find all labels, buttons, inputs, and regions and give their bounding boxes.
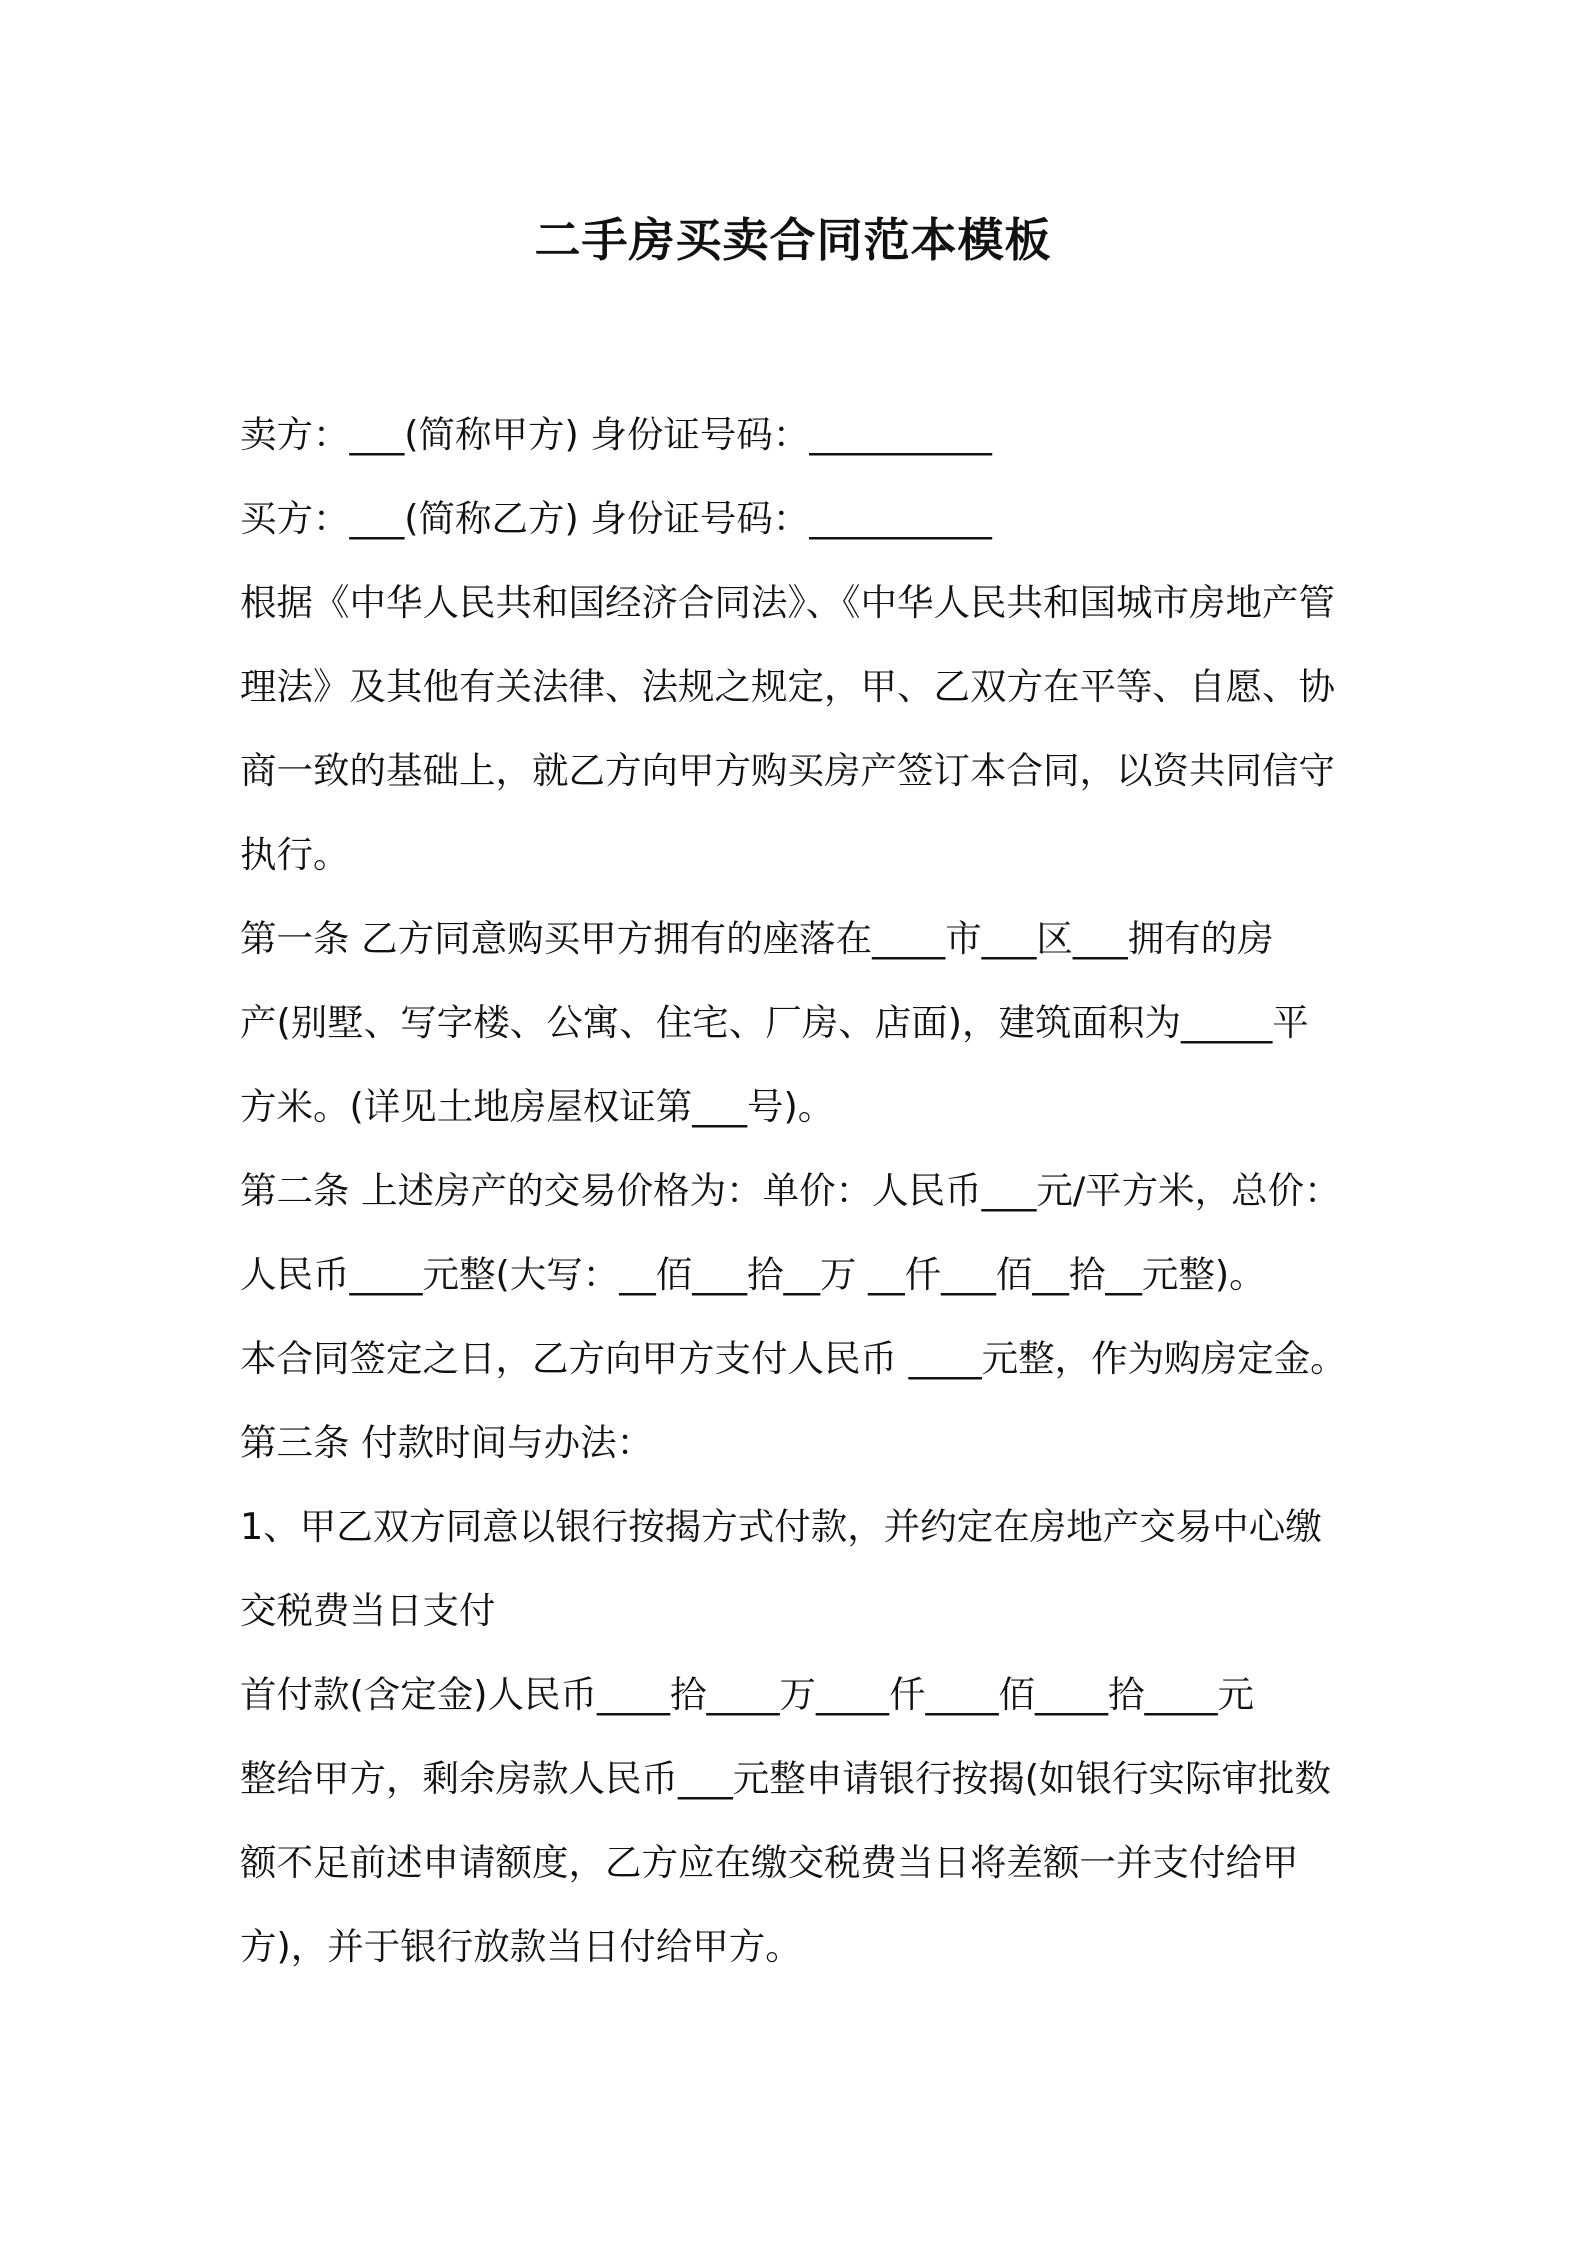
preamble-line-1: 根据《中华人民共和国经济合同法》、《中华人民共和国城市房地产管 (240, 581, 1335, 624)
document-body (240, 405, 1375, 2001)
article-2-line-1: 第二条 上述房产的交易价格为：单价：人民币___元/平方米，总价： (240, 1169, 1341, 1212)
article-1-line-1: 第一条 乙方同意购买甲方拥有的座落在____市___区___拥有的房 (240, 917, 1274, 960)
document-title: 二手房买卖合同范本模板 (534, 213, 1052, 267)
preamble-line-4: 执行。 (240, 833, 350, 876)
payment-clause-1-line-2: 交税费当日支付 (240, 1589, 496, 1632)
down-payment-line-1: 首付款(含定金)人民币____拾____万____仟____佰____拾____元 (240, 1673, 1254, 1716)
down-payment-line-2: 整给甲方，剩余房款人民币___元整申请银行按揭(如银行实际审批数 (240, 1757, 1331, 1800)
preamble-line-3: 商一致的基础上，就乙方向甲方购买房产签订本合同，以资共同信守 (240, 749, 1335, 792)
down-payment-line-4: 方)，并于银行放款当日付给甲方。 (240, 1925, 802, 1968)
preamble-line-2: 理法》及其他有关法律、法规之规定，甲、乙双方在平等、自愿、协 (240, 665, 1335, 708)
article-1-line-3: 方米。(详见土地房屋权证第___号)。 (240, 1085, 835, 1128)
deposit-line: 本合同签定之日，乙方向甲方支付人民币 ____元整，作为购房定金。 (240, 1337, 1347, 1380)
article-1-line-2: 产(别墅、写字楼、公寓、住宅、厂房、店面)，建筑面积为_____平 (240, 1001, 1309, 1044)
article-2-line-2: 人民币____元整(大写：__佰___拾__万 __仟___佰__拾__元整)。 (240, 1253, 1266, 1296)
buyer-line: 买方：___(简称乙方) 身份证号码：__________ (240, 497, 992, 540)
article-3-heading: 第三条 付款时间与办法： (240, 1421, 654, 1464)
seller-line: 卖方：___(简称甲方) 身份证号码：__________ (240, 413, 992, 456)
payment-clause-1-line-1: 1、甲乙双方同意以银行按揭方式付款，并约定在房地产交易中心缴 (240, 1505, 1322, 1548)
down-payment-line-3: 额不足前述申请额度，乙方应在缴交税费当日将差额一并支付给甲 (240, 1841, 1299, 1884)
